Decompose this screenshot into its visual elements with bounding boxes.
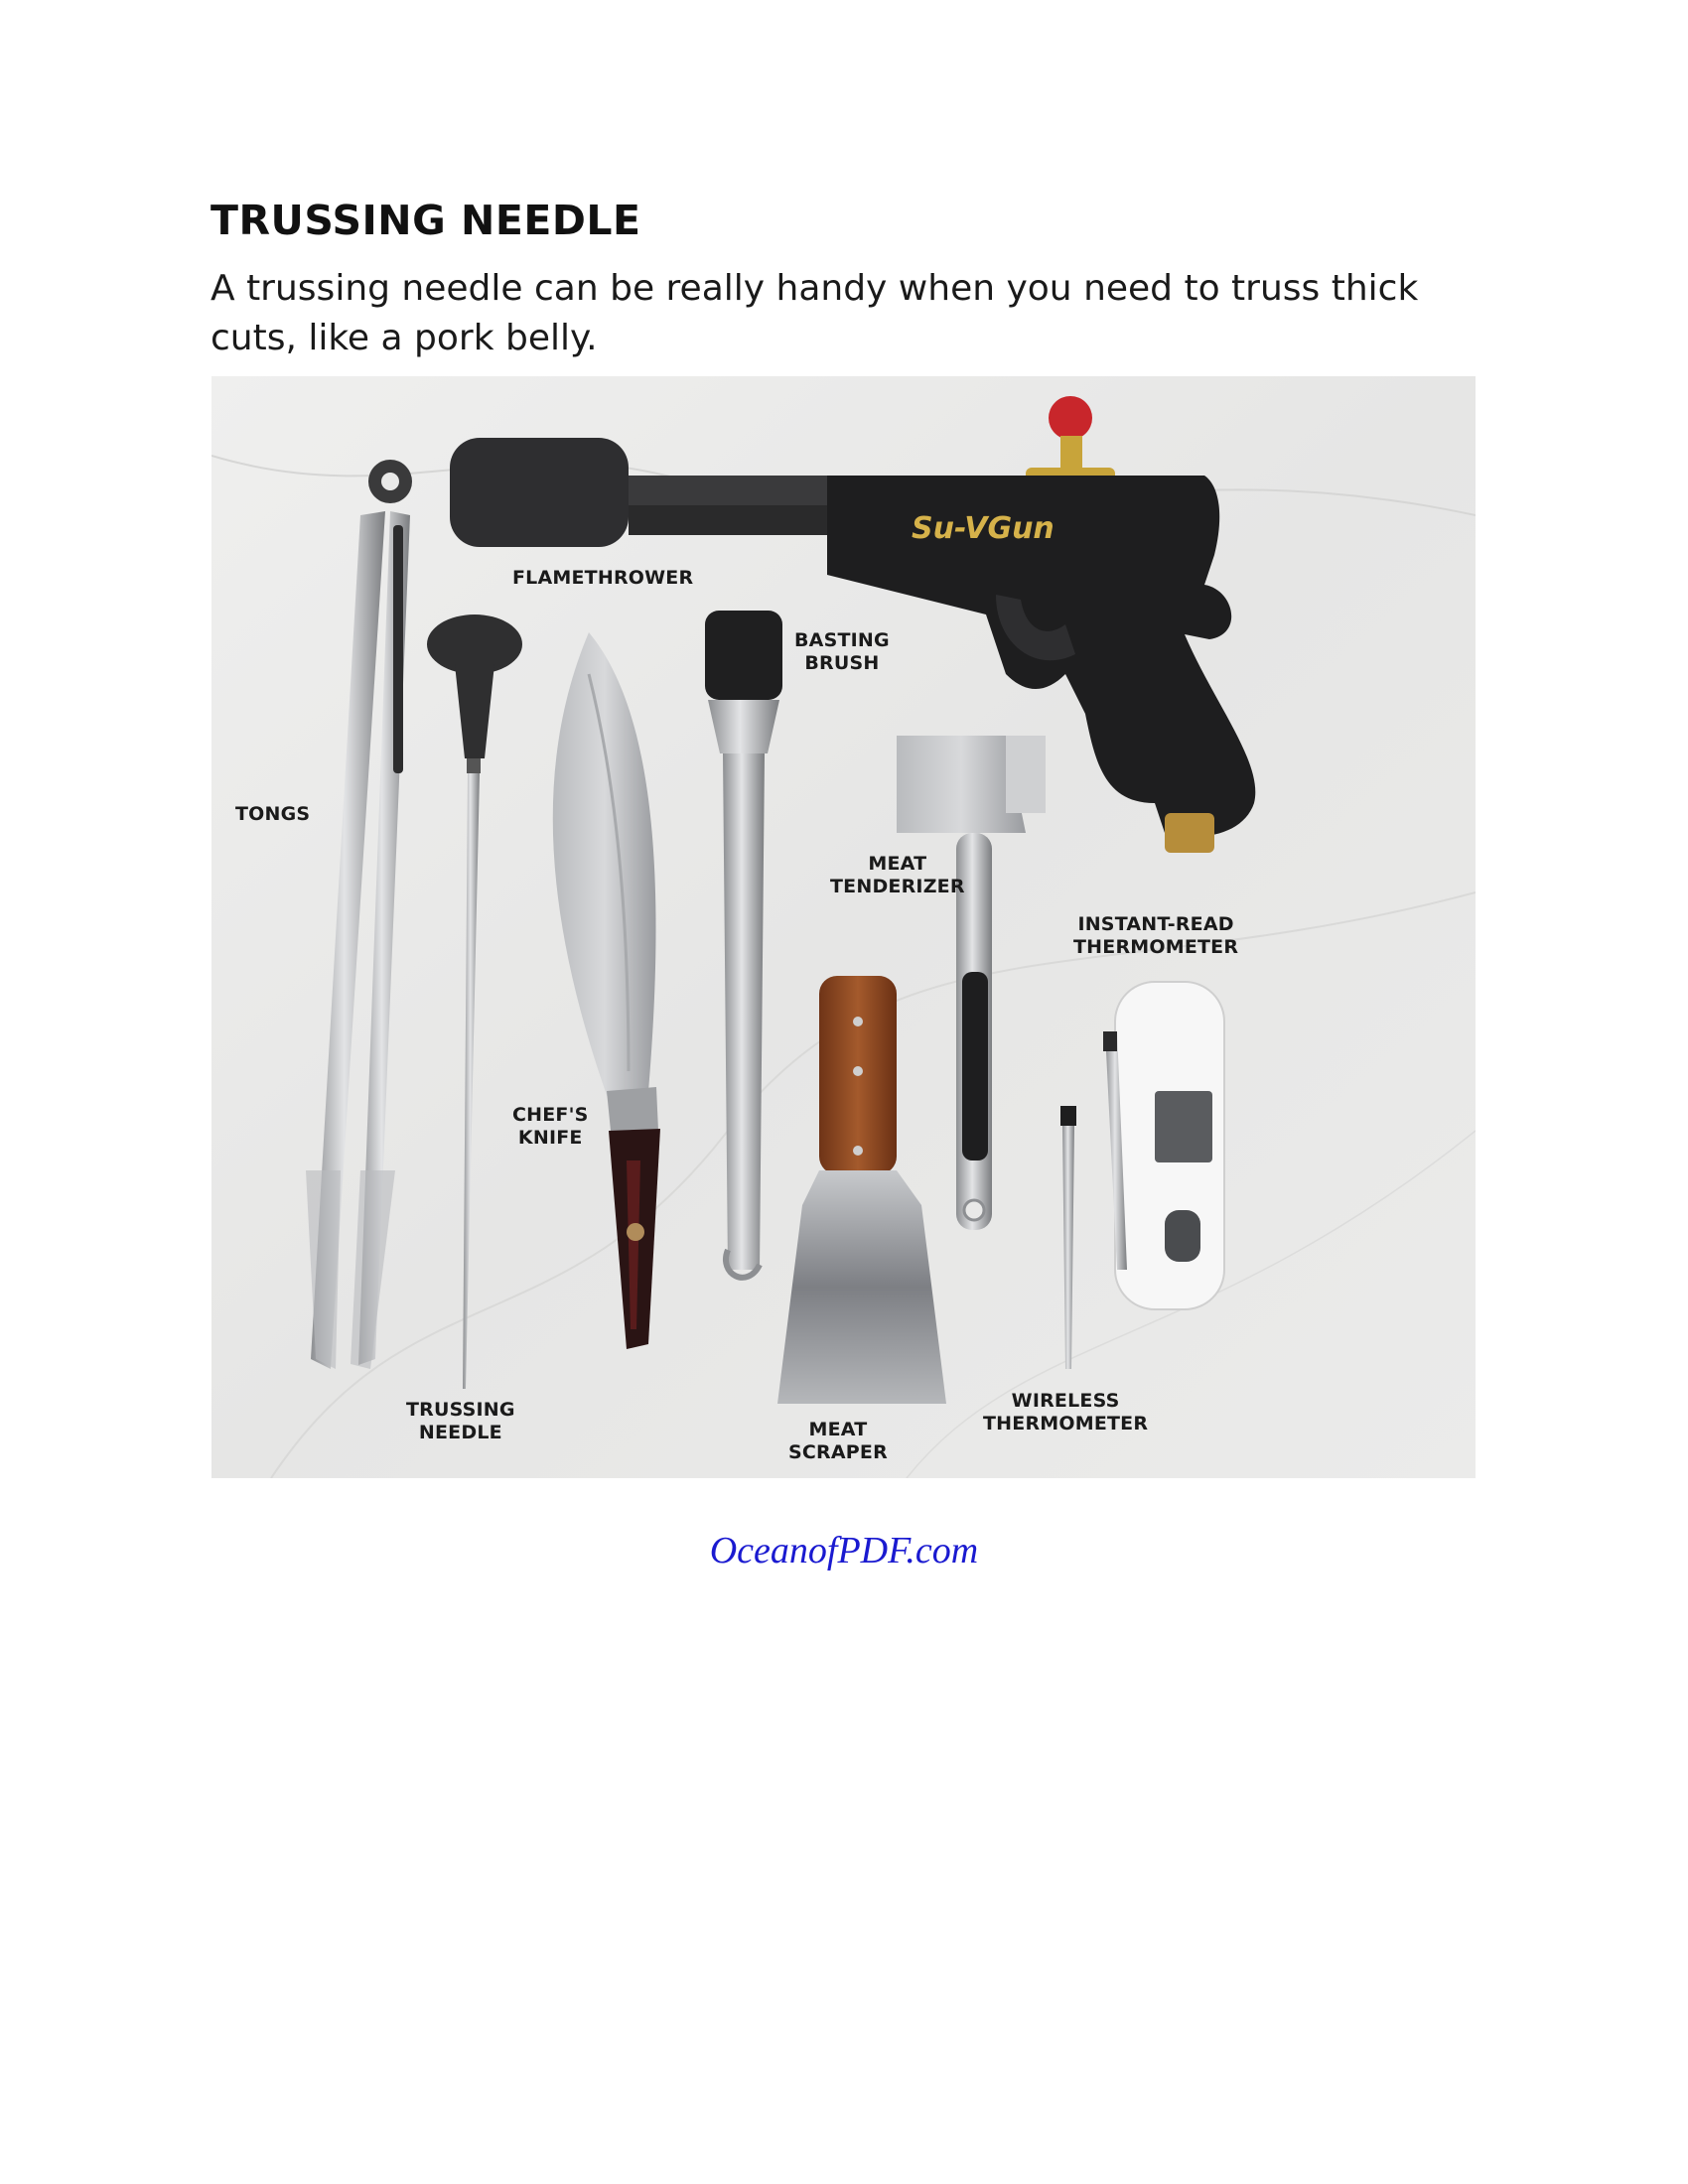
section-heading: TRUSSING NEEDLE [211, 197, 641, 244]
label-wireless-thermometer: WIRELESS THERMOMETER [983, 1390, 1149, 1434]
label-flamethrower: FLAMETHROWER [512, 567, 694, 589]
tools-illustration [211, 376, 1476, 1478]
label-basting-brush: BASTING BRUSH [794, 629, 890, 674]
torch-brand-text: Su-VGun [912, 511, 1055, 546]
label-tongs: TONGS [235, 803, 311, 825]
label-chefs-knife: CHEF'S KNIFE [512, 1104, 589, 1149]
label-meat-scraper: MEAT SCRAPER [788, 1419, 888, 1463]
footer-link[interactable]: OceanofPDF.com [709, 1530, 979, 1571]
label-trussing-needle: TRUSSING NEEDLE [406, 1399, 515, 1443]
label-instant-read-thermometer: INSTANT-READ THERMOMETER [1073, 913, 1239, 958]
tools-photo [211, 376, 1476, 1478]
label-meat-tenderizer: MEAT TENDERIZER [830, 853, 965, 897]
section-body: A trussing needle can be really handy when you need to truss thick cuts, like a pork belly. [211, 268, 1419, 358]
instant-read-thermometer-shape [1103, 982, 1224, 1309]
